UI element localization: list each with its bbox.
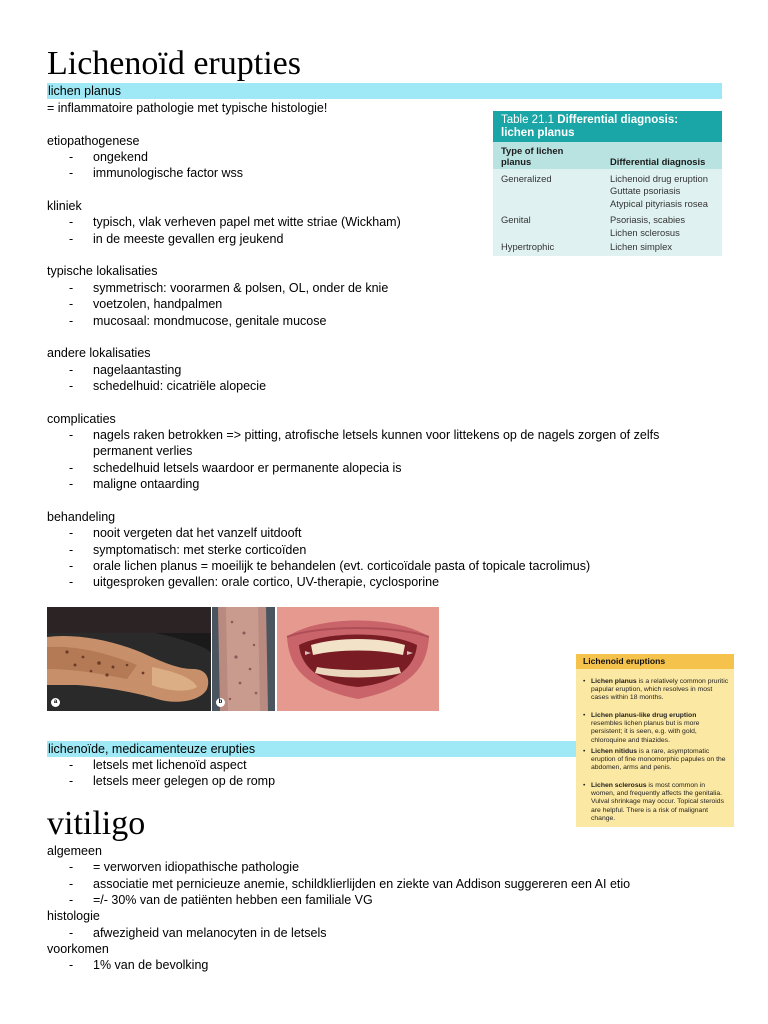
intro-text: = inflammatoire pathologie met typische histologie! <box>47 101 328 115</box>
list-item: - symptomatisch: met sterke corticoïden <box>93 542 306 558</box>
list-item: - nagelaantasting <box>93 362 181 378</box>
heading-histologie: histologie <box>47 909 100 923</box>
box-item: • Lichen planus is a relatively common pruritic papular eruption, which resolves in most cases within 18 months. <box>591 678 729 703</box>
mouth-illustration <box>277 607 439 711</box>
box-item: • Lichen nitidus is a rare, asymptomatic eruption of fine monomorphic papules on the abdomen, arms and penis. <box>591 748 729 773</box>
list-item: - afwezigheid van melanocyten in de letsels <box>93 925 326 941</box>
table-cell: Generalized <box>501 173 552 184</box>
table-row <box>493 211 722 240</box>
clinical-photo-leg <box>212 607 275 711</box>
clinical-photo-foot <box>47 607 211 711</box>
box-item: • Lichen planus-like drug eruption resembles lichen planus but is more persistent; it is seen, e.g. with gold, chloroquine and thiazides. <box>591 712 729 745</box>
list-item: - maligne ontaarding <box>93 476 199 492</box>
list-item: - typisch, vlak verheven papel met witte striae (Wickham) <box>93 214 401 230</box>
column-header-type-line2: planus <box>501 156 532 167</box>
heading-kliniek: kliniek <box>47 199 82 213</box>
table-caption <box>493 111 722 142</box>
list-item: - in de meeste gevallen erg jeukend <box>93 231 283 247</box>
list-item: - 1% van de bevolking <box>93 957 208 973</box>
list-item: - voetzolen, handpalmen <box>93 296 222 312</box>
lichenoid-eruptions-box <box>576 654 734 827</box>
differential-diagnosis-table <box>493 111 722 256</box>
box-title: Lichenoid eruptions <box>576 654 734 669</box>
table-cell: Genital <box>501 214 531 225</box>
list-item: - mucosaal: mondmucose, genitale mucose <box>93 313 326 329</box>
list-item: - ongekend <box>93 149 148 165</box>
vitiligo-title: vitiligo <box>47 805 146 842</box>
column-header-type: Type of lichen <box>501 145 564 156</box>
table-cell: Lichen sclerosus <box>610 227 680 238</box>
heading-algemeen: algemeen <box>47 844 102 858</box>
list-item: - schedelhuid: cicatriële alopecie <box>93 378 266 394</box>
list-item: - nagels raken betrokken => pitting, atrofische letsels kunnen voor littekens op de nagels zorgen of zelfs permanent verlies <box>93 427 713 459</box>
table-cell: Lichen simplex <box>610 241 673 252</box>
section-highlight-lichen-planus: lichen planus <box>47 83 722 99</box>
table-cell: Lichenoid drug eruption <box>610 173 708 184</box>
heading-behandeling: behandeling <box>47 510 116 524</box>
photo-marker-a: a <box>51 698 60 707</box>
table-caption-number: Table 21.1 <box>501 114 555 126</box>
list-item: - =/- 30% van de patiënten hebben een familiale VG <box>93 892 373 908</box>
table-caption-title: Differential diagnosis: <box>557 114 679 126</box>
list-item: - = verworven idiopathische pathologie <box>93 859 299 875</box>
table-row <box>493 169 722 211</box>
column-header-dx: Differential diagnosis <box>610 156 706 167</box>
box-item: • Lichen sclerosus is most common in women, and frequently affects the genitalia. Vulval shrinkage may occur. Topical steroids are helpful. There is a risk of malignant change. <box>591 782 729 823</box>
foot-illustration <box>47 607 211 711</box>
heading-etiopathogenese: etiopathogenese <box>47 134 140 148</box>
table-cell: Hypertrophic <box>501 241 555 252</box>
list-item: - symmetrisch: voorarmen & polsen, OL, onder de knie <box>93 280 388 296</box>
list-item: - schedelhuid letsels waardoor er permanente alopecia is <box>93 460 402 476</box>
clinical-photo-mouth <box>277 607 439 711</box>
page-title: Lichenoïd erupties <box>47 45 301 82</box>
list-item: - associatie met pernicieuze anemie, schildklierlijden en ziekte van Addison suggereren een AI etio <box>93 876 630 892</box>
heading-andere-lokalisaties: andere lokalisaties <box>47 346 151 360</box>
list-item: - immunologische factor wss <box>93 165 243 181</box>
list-item: - orale lichen planus = moeilijk te behandelen (evt. corticoïdale pasta of topicale tacrolimus) <box>93 558 590 574</box>
photo-marker-b: b <box>216 698 225 707</box>
leg-illustration <box>212 607 275 711</box>
heading-complicaties: complicaties <box>47 412 116 426</box>
list-item: - nooit vergeten dat het vanzelf uitdooft <box>93 525 301 541</box>
table-row <box>493 240 722 256</box>
heading-typische-lokalisaties: typische lokalisaties <box>47 264 158 278</box>
table-cell: Atypical pityriasis rosea <box>610 198 708 209</box>
list-item: - uitgesproken gevallen: orale cortico, UV-therapie, cyclosporine <box>93 574 439 590</box>
table-caption-title-line2: lichen planus <box>501 127 575 139</box>
heading-voorkomen: voorkomen <box>47 942 109 956</box>
table-header-row <box>493 142 722 169</box>
table-cell: Psoriasis, scabies <box>610 214 686 225</box>
list-item: - letsels met lichenoïd aspect <box>93 757 247 773</box>
table-cell: Guttate psoriasis <box>610 185 681 196</box>
list-item: - letsels meer gelegen op de romp <box>93 773 275 789</box>
section-highlight-medicamenteuze: lichenoïde, medicamenteuze erupties <box>47 741 576 757</box>
